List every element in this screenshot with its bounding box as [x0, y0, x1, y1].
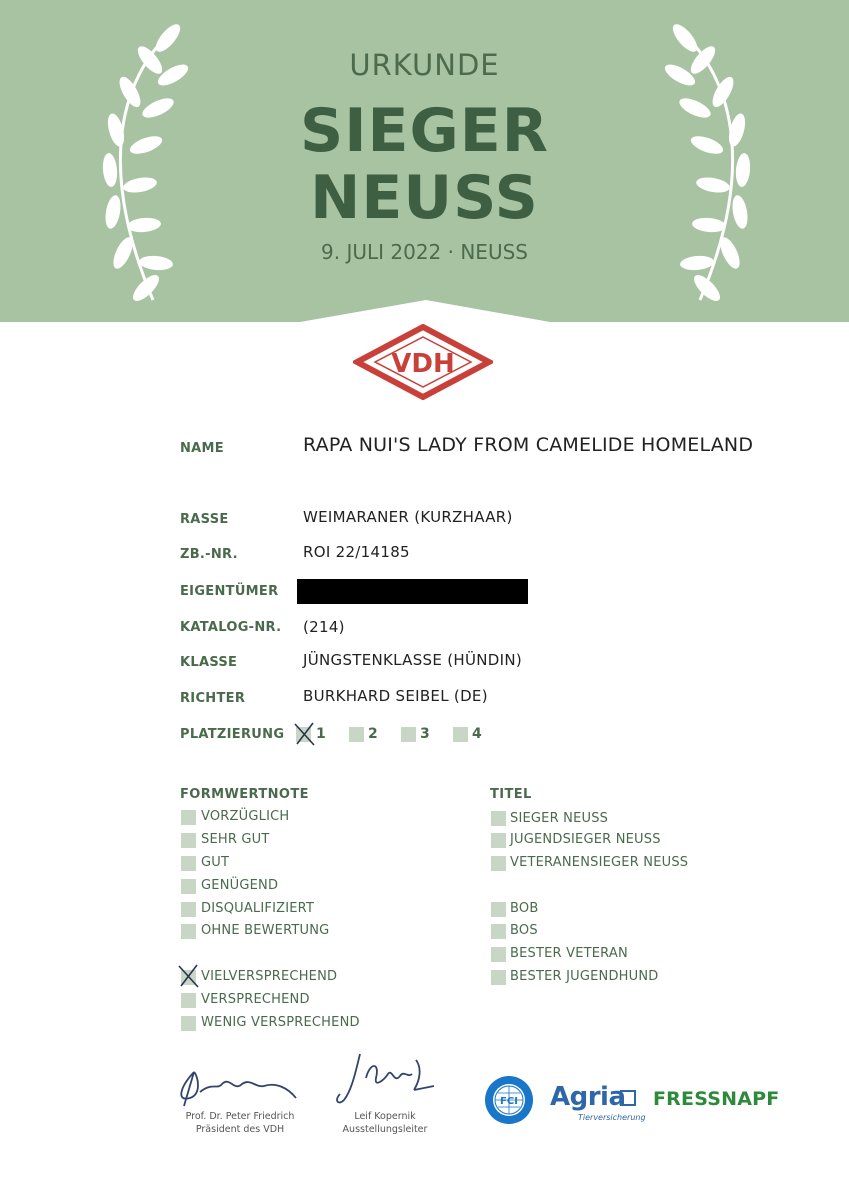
placement-1-cross-icon — [292, 720, 318, 748]
formwert-checkbox-genuegend[interactable] — [181, 879, 196, 894]
zb-value: ROI 22/14185 — [303, 543, 410, 561]
formwert-checkbox-versprechend[interactable] — [181, 993, 196, 1008]
formwert-label-sehr-gut: SEHR GUT — [201, 832, 270, 847]
titel-label-jugendsieger: JUGENDSIEGER NEUSS — [510, 832, 661, 847]
titel-checkbox-veteranensieger[interactable] — [491, 856, 506, 871]
fci-logo — [484, 1075, 534, 1125]
president-signature — [172, 1062, 302, 1112]
placement-checkbox-3[interactable] — [401, 727, 416, 742]
titel-checkbox-bester-veteran[interactable] — [491, 947, 506, 962]
placement-3-label: 3 — [420, 726, 430, 742]
formwert-checkbox-ohne-bewertung[interactable] — [181, 924, 196, 939]
fressnapf-logo: FRESSNAPF — [653, 1088, 780, 1110]
placement-checkbox-4[interactable] — [453, 727, 468, 742]
vdh-logo — [353, 324, 493, 400]
agria-subtitle: Tierversicherung — [578, 1113, 646, 1122]
titel-title: TITEL — [490, 787, 532, 802]
titel-label-bos: BOS — [510, 923, 538, 938]
formwert-label-wenig-versprechend: WENIG VERSPRECHEND — [201, 1015, 360, 1030]
titel-checkbox-jugendsieger[interactable] — [491, 833, 506, 848]
zb-label: ZB.-NR. — [180, 547, 238, 562]
titel-label-bester-veteran: BESTER VETERAN — [510, 946, 628, 961]
formwert-checkbox-vorzueglich[interactable] — [181, 810, 196, 825]
formwert-checkbox-sehr-gut[interactable] — [181, 833, 196, 848]
placement-checkbox-2[interactable] — [349, 727, 364, 742]
formwert-checkbox-gut[interactable] — [181, 856, 196, 871]
leader-name: Leif Kopernik — [354, 1111, 416, 1122]
rasse-value: WEIMARANER (KURZHAAR) — [303, 508, 513, 526]
titel-label-bob: BOB — [510, 901, 539, 916]
agria-logo: Agria — [550, 1082, 626, 1112]
katalog-label: KATALOG-NR. — [180, 620, 282, 635]
vdh-logo-text: VDH — [391, 349, 455, 379]
formwertnote-title: FORMWERTNOTE — [180, 787, 309, 802]
titel-checkbox-bob[interactable] — [491, 902, 506, 917]
name-value: RAPA NUI'S LADY FROM CAMELIDE HOMELAND — [303, 434, 754, 456]
placement-2-label: 2 — [368, 726, 378, 742]
formwert-label-gut: GUT — [201, 855, 230, 870]
formwert-checkbox-disqualifiziert[interactable] — [181, 902, 196, 917]
formwert-label-versprechend: VERSPRECHEND — [201, 992, 310, 1007]
event-date: 9. JULI 2022 · NEUSS — [321, 240, 528, 264]
title-neuss: NEUSS — [310, 163, 539, 233]
formwert-checkbox-wenig-versprechend[interactable] — [181, 1016, 196, 1031]
president-signature-caption — [150, 1110, 330, 1136]
titel-label-bester-jugendhund: BESTER JUGENDHUND — [510, 969, 659, 984]
rasse-label: RASSE — [180, 512, 229, 527]
titel-checkbox-bos[interactable] — [491, 924, 506, 939]
agria-mark-icon — [620, 1090, 636, 1106]
richter-value: BURKHARD SEIBEL (DE) — [303, 687, 488, 705]
eigentuemer-label: EIGENTÜMER — [180, 584, 279, 599]
president-role: Präsident des VDH — [195, 1124, 285, 1135]
klasse-label: KLASSE — [180, 655, 238, 670]
formwert-label-disqualifiziert: DISQUALIFIZIERT — [201, 901, 315, 916]
titel-label-sieger-neuss: SIEGER NEUSS — [510, 811, 609, 826]
leader-role: Ausstellungsleiter — [342, 1124, 428, 1135]
certificate-label: URKUNDE — [349, 48, 500, 82]
placement-4-label: 4 — [472, 726, 482, 742]
platzierung-label: PLATZIERUNG — [180, 727, 285, 742]
titel-label-veteranensieger: VETERANENSIEGER NEUSS — [510, 855, 689, 870]
placement-1-label: 1 — [316, 726, 326, 742]
leader-signature-caption — [310, 1110, 460, 1136]
titel-checkbox-bester-jugendhund[interactable] — [491, 970, 506, 985]
formwert-label-genuegend: GENÜGEND — [201, 878, 279, 893]
vielversprechend-cross-icon — [176, 962, 202, 990]
title-sieger: SIEGER — [300, 96, 549, 166]
titel-checkbox-sieger-neuss[interactable] — [491, 811, 506, 826]
name-label: NAME — [180, 441, 224, 456]
katalog-value: (214) — [303, 618, 345, 636]
formwert-label-vorzueglich: VORZÜGLICH — [201, 809, 290, 824]
klasse-value: JÜNGSTENKLASSE (HÜNDIN) — [303, 651, 522, 669]
fci-logo-text: FCI — [500, 1096, 518, 1107]
owner-redaction — [297, 579, 528, 604]
president-name: Prof. Dr. Peter Friedrich — [185, 1111, 295, 1122]
formwert-label-ohne-bewertung: OHNE BEWERTUNG — [201, 923, 330, 938]
leader-signature — [330, 1050, 440, 1110]
formwert-label-vielversprechend: VIELVERSPRECHEND — [201, 969, 338, 984]
richter-label: RICHTER — [180, 691, 246, 706]
